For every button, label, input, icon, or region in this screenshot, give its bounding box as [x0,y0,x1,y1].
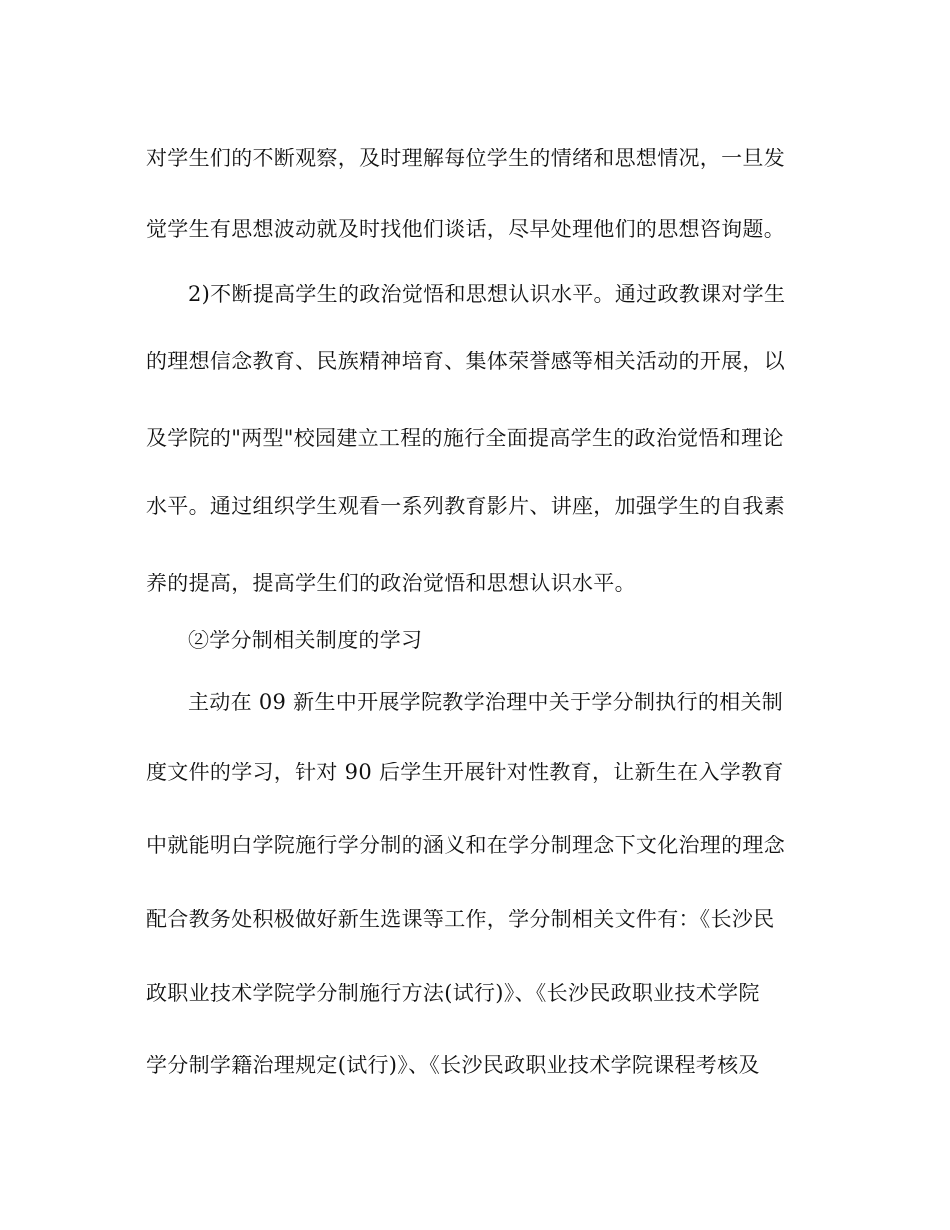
text-line: 主动在 09 新生中开展学院教学治理中关于学分制执行的相关制 [188,692,784,713]
text-line: 政职业技术学院学分制施行方法(试行)》、《长沙民政职业技术学院 [146,983,760,1004]
text-line: 觉学生有思想波动就及时找他们谈话，尽早处理他们的思想咨询题。 [146,219,785,240]
text-line: 对学生们的不断观察，及时理解每位学生的情绪和思想情况，一旦发 [146,148,785,169]
text-line: 及学院的"两型"校园建立工程的施行全面提高学生的政治觉悟和理论 [146,428,784,449]
text-line: 的理想信念教育、民族精神培育、集体荣誉感等相关活动的开展，以 [146,351,785,372]
text-line: 2)不断提高学生的政治觉悟和思想认识水平。通过政教课对学生 [188,284,786,305]
text-line: 养的提高，提高学生们的政治觉悟和思想认识水平。 [146,573,636,594]
text-line: 配合教务处积极做好新生选课等工作，学分制相关文件有：《长沙民 [146,909,775,930]
text-line: 学分制学籍治理规定(试行)》、《长沙民政职业技术学院课程考核及 [146,1055,760,1076]
text-line: 中就能明白学院施行学分制的涵义和在学分制理念下文化治理的理念 [146,835,785,856]
text-line: 水平。通过组织学生观看一系列教育影片、讲座，加强学生的自我素 [146,496,785,517]
section-heading: ②学分制相关制度的学习 [188,630,423,651]
text-line: 度文件的学习，针对 90 后学生开展针对性教育，让新生在入学教育 [146,762,784,783]
